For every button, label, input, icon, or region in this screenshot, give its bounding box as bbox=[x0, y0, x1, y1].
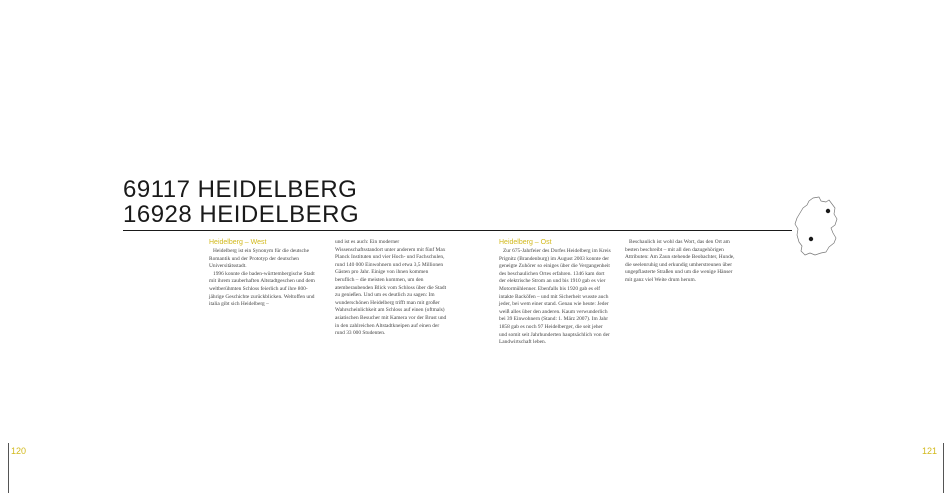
right-page-marker-line bbox=[943, 443, 944, 493]
page-number-right: 121 bbox=[922, 446, 938, 456]
west-paragraph-2: 1996 konnte die baden-württembergische Stadt mit ihrem zauberhaften Altstadtgeschen und dem weltberühmten Schloss feierlich auf ihre 800-jährige Geschichte zurückblicken. Weltoffen und italia gibt sich Heidelberg – bbox=[209, 270, 315, 308]
column-east-continued bbox=[625, 239, 738, 285]
map-marker-ost bbox=[826, 209, 830, 213]
column-east bbox=[499, 239, 612, 347]
left-page-marker-line bbox=[8, 443, 9, 493]
page-number-left: 120 bbox=[11, 446, 27, 456]
west-paragraph-1: Heidelberg ist ein Synonym für die deutsche Romantik und der Prototyp der deutschen Universitätsstadt. bbox=[209, 248, 310, 270]
title-line-1: 69117 HEIDELBERG bbox=[123, 176, 358, 203]
east-paragraph-1: Zur 675-Jahrfeier des Dorfes Heidelberg im Kreis Prignitz (Brandenburg) im August 2003 konnte der geneigte Zuhörer so einiges über die Vergangenheit des beschaulichen Ortes erfahren. 1346 kam dort der elektrische Strom an und bis 1910 gab es vier Motormühlenner. Ebenfalls bis 1920 gab es elf intakte Backöfen – und mit Sicherheit wusste auch jeder, bei wem einer stand. Genau wie heute: Jeder weiß alles über den anderen. Kaum verwunderlich bei 39 Einwohnern (Stand: 1. März 2007). Im Jahr 1858 gab es noch 97 Heidelberger, die seit jeher und somit seit Jahrhunderten hauptsächlich von der Landwirtschaft leben. bbox=[499, 248, 611, 346]
east-cont-paragraph: Beschaulich ist wohl das Wort, das den Ort am besten beschreibt – mit all den dazugehörigen Attributen: Am Zaun stehende Beobachter, Hunde, die seelenruhig und erkundig umherstreunen über ungepflasterte Straßen und um die wenige Hänser mit ganz viel Weite drum herum. bbox=[625, 239, 735, 283]
germany-map bbox=[791, 195, 841, 260]
column-west bbox=[209, 239, 321, 309]
map-marker-west bbox=[809, 237, 813, 241]
column-west-continued bbox=[335, 239, 448, 338]
title-rule bbox=[123, 230, 792, 231]
title-line-2: 16928 HEIDELBERG bbox=[123, 201, 360, 228]
east-heading: Heidelberg – Ost bbox=[499, 239, 552, 246]
west-cont-paragraph: und ist es auch: Ein moderner Wissenschaftsstandort unter anderem mit fünf Max Planck Instituten und vier Hoch- und Fachschulen, rund 140 000 Einwohnern und etwa 3,5 Millionen Gästen pro Jahr. Einige von ihnen kommen beruflich – die meisten kommen, um den atemberaubenden Blick vom Schloss über die Stadt zu genießen. Und um es deutlich zu sagen: Im wunderschönen Heidelberg trifft man mit großer Wahrscheinlichkeit am Schloss auf einen (oftmals) asiatischen Besucher mit Kamera vor der Brust und in den zahlreichen Altstadtkneipen auf einen der rund 33 000 Studenten. bbox=[335, 239, 447, 337]
map-outline bbox=[795, 197, 837, 255]
west-heading: Heidelberg – West bbox=[209, 239, 267, 246]
